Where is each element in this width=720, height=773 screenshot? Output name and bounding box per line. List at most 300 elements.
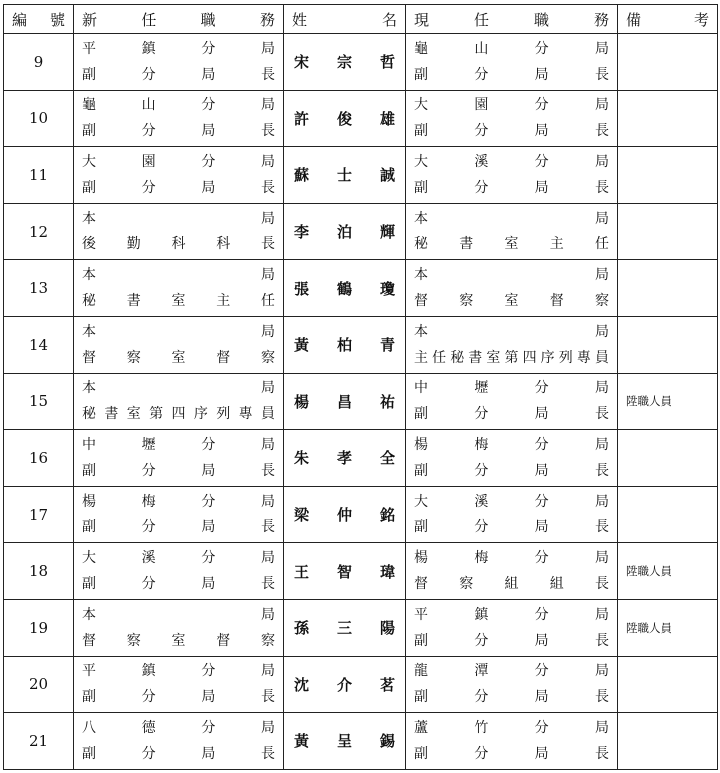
post-line [82, 178, 275, 198]
row-number: 10 [4, 90, 74, 147]
current-post-cell [406, 656, 618, 713]
post-char: 副 [82, 179, 96, 196]
remark-cell: 陞職人員 [618, 543, 718, 600]
new-post-cell [74, 373, 284, 430]
name-char: 楊 [294, 392, 310, 411]
post-char: 局 [534, 179, 549, 196]
table-row [4, 203, 718, 260]
post-char: 本 [414, 210, 428, 227]
post-char: 副 [82, 66, 96, 83]
current-post-cell [406, 203, 618, 260]
post-char: 秘 [450, 349, 465, 366]
post-char: 分 [474, 745, 489, 762]
post-line [82, 661, 275, 681]
person-name [284, 430, 406, 487]
post-char: 局 [201, 519, 216, 536]
header-char: 新 [82, 10, 98, 29]
post-char: 局 [595, 210, 609, 227]
post-line [82, 461, 275, 481]
post-char: 潭 [474, 663, 489, 680]
post-line [414, 631, 609, 651]
header-row [4, 5, 718, 34]
post-line [414, 121, 609, 141]
remark-cell [618, 147, 718, 204]
post-char: 長 [260, 123, 275, 140]
table-row [4, 90, 718, 147]
post-line [414, 95, 609, 115]
post-char: 分 [201, 720, 216, 737]
post-char: 梅 [474, 437, 489, 454]
name-char: 柏 [336, 336, 352, 355]
post-char: 秘 [82, 293, 96, 310]
post-char: 室 [171, 349, 186, 366]
header-number [4, 5, 74, 34]
post-line [414, 517, 609, 537]
post-char: 局 [261, 380, 275, 397]
post-char: 分 [141, 462, 156, 479]
header-char: 編 [12, 10, 28, 29]
post-line [82, 548, 275, 568]
post-char: 局 [534, 462, 549, 479]
table-body [4, 34, 718, 770]
post-char: 副 [414, 462, 428, 479]
post-line [414, 265, 609, 285]
post-line [82, 65, 275, 85]
post-line [82, 95, 275, 115]
post-line [82, 744, 275, 764]
post-char: 員 [594, 349, 609, 366]
post-char: 局 [261, 606, 275, 623]
post-line [82, 631, 275, 651]
post-char: 列 [216, 406, 231, 423]
post-line [414, 348, 609, 368]
post-char: 分 [141, 519, 156, 536]
remark-cell [618, 90, 718, 147]
post-char: 壢 [474, 380, 489, 397]
post-char: 長 [594, 406, 609, 423]
post-char: 局 [261, 210, 275, 227]
post-char: 主 [549, 236, 564, 253]
post-char: 分 [474, 462, 489, 479]
post-char: 局 [594, 380, 609, 397]
post-char: 長 [594, 66, 609, 83]
post-char: 序 [193, 406, 208, 423]
post-char: 分 [474, 406, 489, 423]
row-number: 13 [4, 260, 74, 317]
post-char: 主 [414, 349, 428, 366]
post-char: 督 [414, 293, 428, 310]
person-name [284, 316, 406, 373]
post-char: 局 [260, 154, 275, 171]
row-number: 18 [4, 543, 74, 600]
table-row [4, 34, 718, 91]
name-char: 鶴 [336, 279, 352, 298]
row-number: 16 [4, 430, 74, 487]
post-char: 局 [594, 40, 609, 57]
post-line [414, 744, 609, 764]
post-char: 四 [522, 349, 537, 366]
post-char: 長 [594, 179, 609, 196]
post-char: 分 [141, 689, 156, 706]
row-number: 20 [4, 656, 74, 713]
new-post-cell [74, 203, 284, 260]
header-char: 考 [693, 10, 709, 29]
new-post-cell [74, 713, 284, 770]
post-line [82, 378, 275, 398]
post-char: 局 [201, 462, 216, 479]
header-char: 職 [533, 10, 549, 29]
post-char: 副 [82, 576, 96, 593]
post-char: 蘆 [414, 720, 428, 737]
post-char: 分 [201, 663, 216, 680]
post-char: 長 [260, 462, 275, 479]
post-char: 主 [216, 293, 231, 310]
name-char: 泊 [336, 223, 352, 242]
post-char: 龍 [414, 663, 428, 680]
name-char: 全 [379, 449, 395, 468]
post-char: 分 [474, 179, 489, 196]
name-char: 銘 [379, 506, 395, 525]
post-char: 局 [594, 437, 609, 454]
post-char: 科 [216, 236, 231, 253]
post-char: 分 [534, 663, 549, 680]
post-char: 局 [594, 720, 609, 737]
current-post-cell [406, 543, 618, 600]
post-char: 長 [261, 236, 275, 253]
post-line [82, 234, 275, 254]
post-char: 長 [260, 519, 275, 536]
name-char: 蘇 [294, 166, 310, 185]
post-char: 副 [82, 745, 96, 762]
post-char: 壢 [141, 437, 156, 454]
post-char: 秘 [82, 406, 96, 423]
post-char: 分 [534, 97, 549, 114]
table-row [4, 486, 718, 543]
header-char: 務 [259, 10, 275, 29]
post-char: 分 [141, 576, 156, 593]
header-char: 職 [200, 10, 216, 29]
new-post-cell [74, 486, 284, 543]
post-char: 局 [594, 97, 609, 114]
remark-cell [618, 316, 718, 373]
current-post-cell [406, 147, 618, 204]
post-char: 德 [141, 720, 156, 737]
header-char: 備 [626, 10, 642, 29]
post-char: 本 [414, 267, 428, 284]
post-char: 分 [534, 606, 549, 623]
header-char: 號 [49, 10, 65, 29]
new-post-cell [74, 656, 284, 713]
remark-cell: 陞職人員 [618, 373, 718, 430]
post-char: 長 [594, 462, 609, 479]
name-char: 哲 [379, 53, 395, 72]
new-post-cell [74, 316, 284, 373]
post-char: 察 [459, 293, 474, 310]
post-char: 溪 [141, 550, 156, 567]
person-name [284, 599, 406, 656]
post-char: 長 [594, 519, 609, 536]
post-char: 中 [414, 380, 428, 397]
post-char: 局 [201, 179, 216, 196]
post-char: 督 [414, 576, 428, 593]
post-char: 局 [260, 437, 275, 454]
person-name [284, 373, 406, 430]
name-char: 黃 [294, 336, 310, 355]
post-char: 分 [534, 493, 549, 510]
new-post-cell [74, 34, 284, 91]
new-post-cell [74, 543, 284, 600]
post-char: 第 [149, 406, 164, 423]
post-char: 長 [260, 689, 275, 706]
post-line [414, 492, 609, 512]
person-name [284, 656, 406, 713]
post-char: 大 [82, 154, 96, 171]
post-char: 平 [82, 663, 96, 680]
post-char: 第 [504, 349, 519, 366]
new-post-cell [74, 147, 284, 204]
post-char: 局 [594, 550, 609, 567]
remark-cell [618, 34, 718, 91]
post-char: 室 [504, 236, 519, 253]
post-char: 長 [594, 745, 609, 762]
name-char: 宋 [294, 53, 310, 72]
post-char: 八 [82, 720, 96, 737]
post-char: 大 [414, 493, 428, 510]
post-char: 溪 [474, 154, 489, 171]
person-name [284, 203, 406, 260]
post-line [414, 461, 609, 481]
post-char: 督 [216, 632, 231, 649]
table-row [4, 543, 718, 600]
new-post-cell [74, 90, 284, 147]
post-char: 察 [126, 349, 141, 366]
post-char: 局 [594, 663, 609, 680]
table-row [4, 430, 718, 487]
post-char: 長 [260, 745, 275, 762]
post-char: 書 [459, 236, 474, 253]
row-number: 15 [4, 373, 74, 430]
remark-cell [618, 713, 718, 770]
post-line [414, 718, 609, 738]
post-char: 分 [201, 40, 216, 57]
post-char: 溪 [474, 493, 489, 510]
post-char: 大 [414, 97, 428, 114]
post-char: 局 [201, 745, 216, 762]
name-char: 茗 [379, 675, 395, 694]
header-name [284, 5, 406, 34]
post-char: 長 [595, 576, 609, 593]
post-char: 本 [82, 267, 96, 284]
post-char: 副 [82, 462, 96, 479]
post-line [82, 605, 275, 625]
post-char: 鎮 [141, 663, 156, 680]
post-char: 本 [82, 323, 96, 340]
person-name [284, 147, 406, 204]
post-char: 分 [474, 689, 489, 706]
post-line [414, 322, 609, 342]
header-char: 任 [141, 10, 157, 29]
post-char: 本 [82, 210, 96, 227]
post-char: 分 [201, 437, 216, 454]
post-char: 分 [534, 437, 549, 454]
header-char: 姓 [292, 10, 308, 29]
post-char: 督 [549, 293, 564, 310]
row-number: 11 [4, 147, 74, 204]
post-char: 室 [171, 632, 186, 649]
post-char: 龜 [82, 97, 96, 114]
post-char: 長 [260, 66, 275, 83]
new-post-cell [74, 599, 284, 656]
post-char: 副 [82, 123, 96, 140]
post-line [414, 291, 609, 311]
post-line [414, 404, 609, 424]
post-char: 局 [201, 123, 216, 140]
post-char: 室 [126, 406, 141, 423]
name-char: 瓊 [379, 279, 395, 298]
name-char: 誠 [379, 166, 395, 185]
table-row [4, 599, 718, 656]
post-char: 局 [260, 97, 275, 114]
post-char: 副 [82, 689, 96, 706]
post-line [414, 234, 609, 254]
post-char: 室 [171, 293, 186, 310]
post-char: 大 [82, 550, 96, 567]
name-char: 宗 [336, 53, 352, 72]
post-char: 中 [82, 437, 96, 454]
name-char: 青 [379, 336, 395, 355]
post-char: 任 [595, 236, 609, 253]
post-char: 秘 [414, 236, 428, 253]
current-post-cell [406, 316, 618, 373]
table-row [4, 713, 718, 770]
remark-cell: 陞職人員 [618, 599, 718, 656]
post-char: 室 [486, 349, 501, 366]
post-char: 局 [534, 519, 549, 536]
person-name [284, 90, 406, 147]
post-line [82, 348, 275, 368]
post-char: 局 [594, 493, 609, 510]
new-post-cell [74, 430, 284, 487]
post-char: 書 [104, 406, 119, 423]
table-row [4, 260, 718, 317]
person-name [284, 713, 406, 770]
post-line [82, 574, 275, 594]
header-char: 名 [381, 10, 397, 29]
row-number: 14 [4, 316, 74, 373]
header-new-post [74, 5, 284, 34]
post-char: 副 [414, 519, 428, 536]
post-char: 局 [534, 406, 549, 423]
post-char: 分 [201, 550, 216, 567]
row-number: 9 [4, 34, 74, 91]
post-line [414, 209, 609, 229]
post-line [82, 492, 275, 512]
post-char: 局 [201, 66, 216, 83]
post-char: 大 [414, 154, 428, 171]
table-row [4, 373, 718, 430]
post-char: 局 [534, 123, 549, 140]
post-line [414, 574, 609, 594]
post-char: 督 [216, 349, 231, 366]
post-char: 後 [82, 236, 96, 253]
name-char: 三 [336, 619, 352, 638]
current-post-cell [406, 90, 618, 147]
name-char: 孫 [294, 619, 310, 638]
post-char: 楊 [414, 437, 428, 454]
post-char: 書 [126, 293, 141, 310]
person-name [284, 486, 406, 543]
post-char: 分 [141, 123, 156, 140]
header-remark [618, 5, 718, 34]
post-char: 分 [474, 123, 489, 140]
post-char: 長 [594, 632, 609, 649]
name-char: 介 [336, 675, 352, 694]
name-char: 智 [336, 562, 352, 581]
post-char: 園 [474, 97, 489, 114]
table-row [4, 147, 718, 204]
name-char: 朱 [294, 449, 310, 468]
row-number: 12 [4, 203, 74, 260]
remark-cell [618, 260, 718, 317]
post-char: 局 [260, 663, 275, 680]
post-char: 長 [260, 576, 275, 593]
post-line [414, 548, 609, 568]
post-line [414, 39, 609, 59]
post-line [414, 152, 609, 172]
post-char: 分 [201, 154, 216, 171]
post-char: 副 [414, 689, 428, 706]
current-post-cell [406, 486, 618, 543]
name-char: 瑋 [379, 562, 395, 581]
name-char: 梁 [294, 506, 310, 525]
post-char: 督 [82, 632, 96, 649]
post-char: 察 [261, 632, 275, 649]
post-line [414, 178, 609, 198]
post-char: 梅 [141, 493, 156, 510]
post-char: 長 [594, 689, 609, 706]
post-char: 副 [414, 66, 428, 83]
post-line [414, 605, 609, 625]
post-char: 局 [595, 323, 609, 340]
post-char: 山 [474, 40, 489, 57]
name-char: 許 [294, 109, 310, 128]
post-char: 組 [504, 576, 519, 593]
post-line [414, 661, 609, 681]
table-row [4, 316, 718, 373]
post-line [82, 152, 275, 172]
post-char: 局 [594, 154, 609, 171]
header-char: 現 [414, 10, 430, 29]
post-char: 分 [534, 154, 549, 171]
post-char: 局 [534, 632, 549, 649]
post-char: 科 [171, 236, 186, 253]
post-line [82, 404, 275, 424]
post-char: 分 [534, 720, 549, 737]
post-char: 楊 [414, 550, 428, 567]
post-char: 組 [549, 576, 564, 593]
remark-cell [618, 656, 718, 713]
person-name [284, 34, 406, 91]
current-post-cell [406, 34, 618, 91]
post-char: 分 [534, 550, 549, 567]
name-char: 孝 [336, 449, 352, 468]
post-char: 員 [261, 406, 275, 423]
post-char: 察 [126, 632, 141, 649]
name-char: 張 [294, 279, 310, 298]
row-number: 21 [4, 713, 74, 770]
name-char: 呈 [336, 732, 352, 751]
post-line [82, 39, 275, 59]
